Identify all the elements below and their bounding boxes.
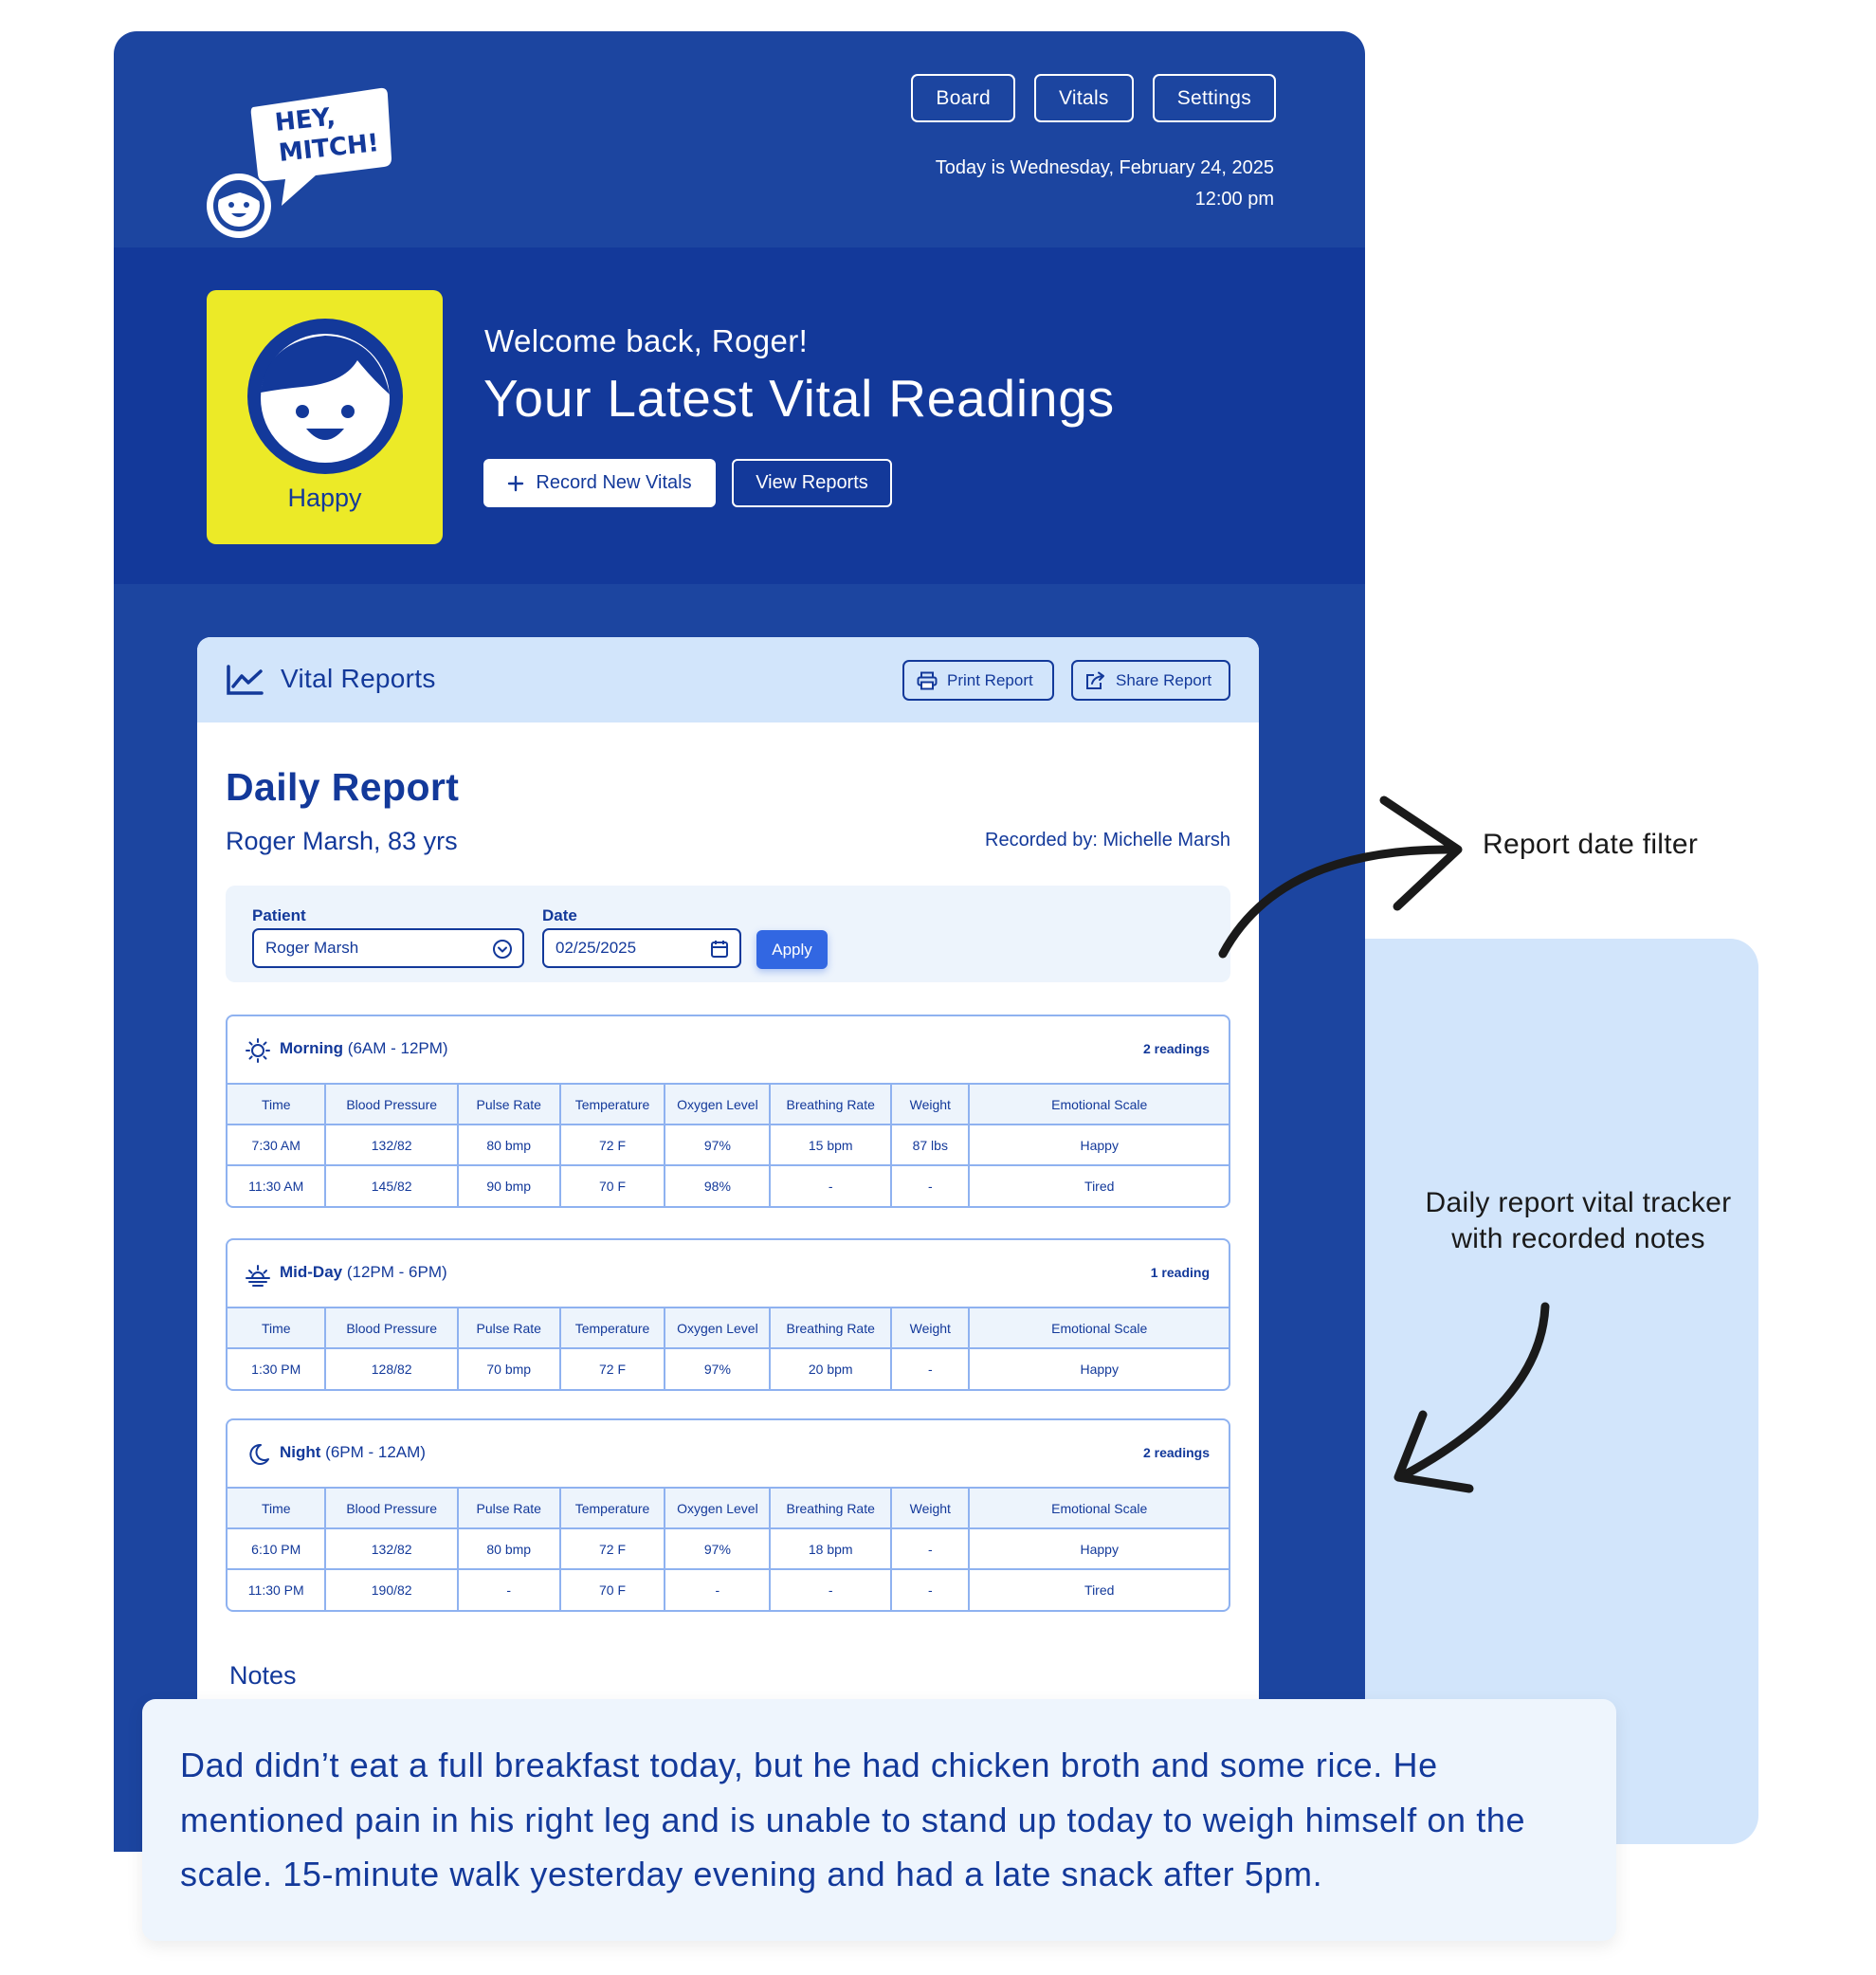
vitals-table [228, 1307, 1229, 1389]
column-header: Blood Pressure [325, 1488, 457, 1528]
chevron-down-icon [492, 939, 513, 960]
period-morning [226, 1015, 1230, 1208]
top-nav [911, 74, 1276, 122]
sun-icon [245, 1038, 271, 1063]
notes-card [142, 1699, 1616, 1941]
table-cell: 80 bmp [458, 1528, 560, 1569]
apply-filter-button[interactable]: Apply [756, 930, 828, 969]
record-new-vitals-button[interactable] [483, 459, 716, 507]
line-chart-icon [226, 664, 264, 696]
column-header: Temperature [560, 1084, 665, 1125]
printer-icon [917, 671, 938, 690]
table-cell: 7:30 AM [228, 1125, 325, 1165]
table-cell: 132/82 [325, 1528, 457, 1569]
column-header: Oxygen Level [665, 1084, 770, 1125]
print-report-button[interactable] [902, 660, 1054, 701]
table-cell: 70 F [560, 1569, 665, 1610]
table-cell: 70 bmp [458, 1348, 560, 1389]
table-cell: 20 bpm [770, 1348, 891, 1389]
table-cell: 80 bmp [458, 1125, 560, 1165]
table-cell: Happy [969, 1528, 1229, 1569]
table-cell: 98% [665, 1165, 770, 1206]
table-cell: - [891, 1528, 969, 1569]
column-header: Time [228, 1488, 325, 1528]
svg-text:MITCH!: MITCH! [277, 129, 381, 168]
current-time: 12:00 pm [1194, 189, 1274, 210]
readings-count: 1 reading [1150, 1265, 1210, 1280]
table-cell: - [458, 1569, 560, 1610]
table-cell: 190/82 [325, 1569, 457, 1610]
table-cell: - [770, 1569, 891, 1610]
table-cell: - [770, 1165, 891, 1206]
report-title: Daily Report [226, 765, 460, 809]
date-field-label: Date [542, 906, 577, 924]
table-cell: 70 F [560, 1165, 665, 1206]
table-cell: 97% [665, 1348, 770, 1389]
sunset-icon [245, 1262, 271, 1287]
calendar-icon [709, 939, 730, 960]
table-row [228, 1125, 1229, 1165]
column-header: Oxygen Level [665, 1488, 770, 1528]
period-name: Night (6PM - 12AM) [280, 1443, 426, 1461]
column-header: Emotional Scale [969, 1488, 1229, 1528]
nav-settings-button[interactable]: Settings [1153, 74, 1276, 122]
column-header: Time [228, 1084, 325, 1125]
table-cell: Tired [969, 1569, 1229, 1610]
column-header: Pulse Rate [458, 1084, 560, 1125]
share-report-label: Share Report [1116, 670, 1212, 689]
period-night [226, 1418, 1230, 1612]
annotation-daily-tracker: Daily report vital tracker with recorded notes [1425, 1187, 1732, 1254]
report-date-filter [226, 886, 1230, 982]
svg-text:HEY,: HEY, [273, 102, 337, 137]
table-row [228, 1569, 1229, 1610]
table-cell: 90 bmp [458, 1165, 560, 1206]
page-title: Your Latest Vital Readings [483, 369, 1115, 428]
table-row [228, 1165, 1229, 1206]
print-report-label: Print Report [947, 670, 1033, 689]
column-header: Breathing Rate [770, 1084, 891, 1125]
share-icon [1085, 671, 1106, 690]
column-header: Blood Pressure [325, 1308, 457, 1348]
column-header: Oxygen Level [665, 1308, 770, 1348]
date-input-value: 02/25/2025 [556, 939, 637, 957]
patient-field-label: Patient [252, 906, 306, 924]
date-input[interactable] [542, 928, 741, 968]
column-header: Emotional Scale [969, 1084, 1229, 1125]
table-cell: 15 bpm [770, 1125, 891, 1165]
table-cell: - [665, 1569, 770, 1610]
plus-icon [507, 475, 524, 492]
column-header: Emotional Scale [969, 1308, 1229, 1348]
notes-text: Dad didn’t eat a full breakfast today, but he had chicken broth and some rice. He mentioned pain in his right leg and is unable to stand up today to weigh himself on the scale. 15-minute walk yesterday evening and had a late snack after 5pm. [180, 1746, 1526, 1893]
column-header: Weight [891, 1488, 969, 1528]
vitals-table [228, 1487, 1229, 1610]
table-cell: 72 F [560, 1348, 665, 1389]
period-midday [226, 1238, 1230, 1391]
nav-board-button[interactable]: Board [911, 74, 1015, 122]
table-cell: Happy [969, 1125, 1229, 1165]
vital-report-card [197, 637, 1259, 1870]
nav-vitals-button[interactable]: Vitals [1034, 74, 1134, 122]
today-date: Today is Wednesday, February 24, 2025 [935, 157, 1274, 178]
table-cell: 11:30 PM [228, 1569, 325, 1610]
table-cell: 6:10 PM [228, 1528, 325, 1569]
table-row [228, 1528, 1229, 1569]
table-cell: 145/82 [325, 1165, 457, 1206]
record-new-vitals-label: Record New Vitals [536, 472, 692, 493]
vitals-table [228, 1083, 1229, 1206]
table-cell: 97% [665, 1528, 770, 1569]
period-name: Mid-Day (12PM - 6PM) [280, 1263, 447, 1281]
column-header: Blood Pressure [325, 1084, 457, 1125]
table-cell: Happy [969, 1348, 1229, 1389]
annotation-report-date-filter: Report date filter [1483, 829, 1699, 860]
period-name: Morning (6AM - 12PM) [280, 1039, 448, 1057]
column-header: Pulse Rate [458, 1488, 560, 1528]
table-cell: 72 F [560, 1125, 665, 1165]
column-header: Pulse Rate [458, 1308, 560, 1348]
table-header-row [228, 1084, 1229, 1125]
table-cell: 11:30 AM [228, 1165, 325, 1206]
happy-face-icon [246, 317, 405, 476]
mood-card[interactable] [207, 290, 443, 544]
column-header: Temperature [560, 1488, 665, 1528]
report-header [197, 637, 1259, 722]
patient-select[interactable] [252, 928, 524, 968]
welcome-message: Welcome back, Roger! [484, 323, 809, 358]
table-cell: 128/82 [325, 1348, 457, 1389]
table-cell: 1:30 PM [228, 1348, 325, 1389]
notes-label: Notes [229, 1661, 297, 1690]
table-cell: 18 bpm [770, 1528, 891, 1569]
curved-arrow-icon [1213, 793, 1469, 963]
curved-arrow-icon [1379, 1299, 1569, 1508]
table-cell: 87 lbs [891, 1125, 969, 1165]
patient-name-age: Roger Marsh, 83 yrs [226, 827, 458, 855]
column-header: Time [228, 1308, 325, 1348]
date-time-display [936, 153, 1274, 215]
column-header: Weight [891, 1308, 969, 1348]
table-row [228, 1348, 1229, 1389]
report-header-title: Vital Reports [281, 664, 436, 693]
column-header: Weight [891, 1084, 969, 1125]
recorded-by: Recorded by: Michelle Marsh [985, 830, 1230, 850]
table-cell: - [891, 1348, 969, 1389]
hey-mitch-logo [204, 71, 412, 242]
table-header-row [228, 1308, 1229, 1348]
share-report-button[interactable] [1071, 660, 1230, 701]
patient-select-value: Roger Marsh [265, 939, 359, 957]
table-cell: 132/82 [325, 1125, 457, 1165]
view-reports-button[interactable]: View Reports [732, 459, 892, 507]
mood-label: Happy [287, 484, 362, 512]
readings-count: 2 readings [1142, 1041, 1210, 1056]
column-header: Breathing Rate [770, 1488, 891, 1528]
table-header-row [228, 1488, 1229, 1528]
table-cell: Tired [969, 1165, 1229, 1206]
readings-count: 2 readings [1142, 1445, 1210, 1460]
column-header: Temperature [560, 1308, 665, 1348]
table-cell: - [891, 1569, 969, 1610]
table-cell: - [891, 1165, 969, 1206]
table-cell: 97% [665, 1125, 770, 1165]
moon-icon [245, 1442, 271, 1467]
column-header: Breathing Rate [770, 1308, 891, 1348]
table-cell: 72 F [560, 1528, 665, 1569]
